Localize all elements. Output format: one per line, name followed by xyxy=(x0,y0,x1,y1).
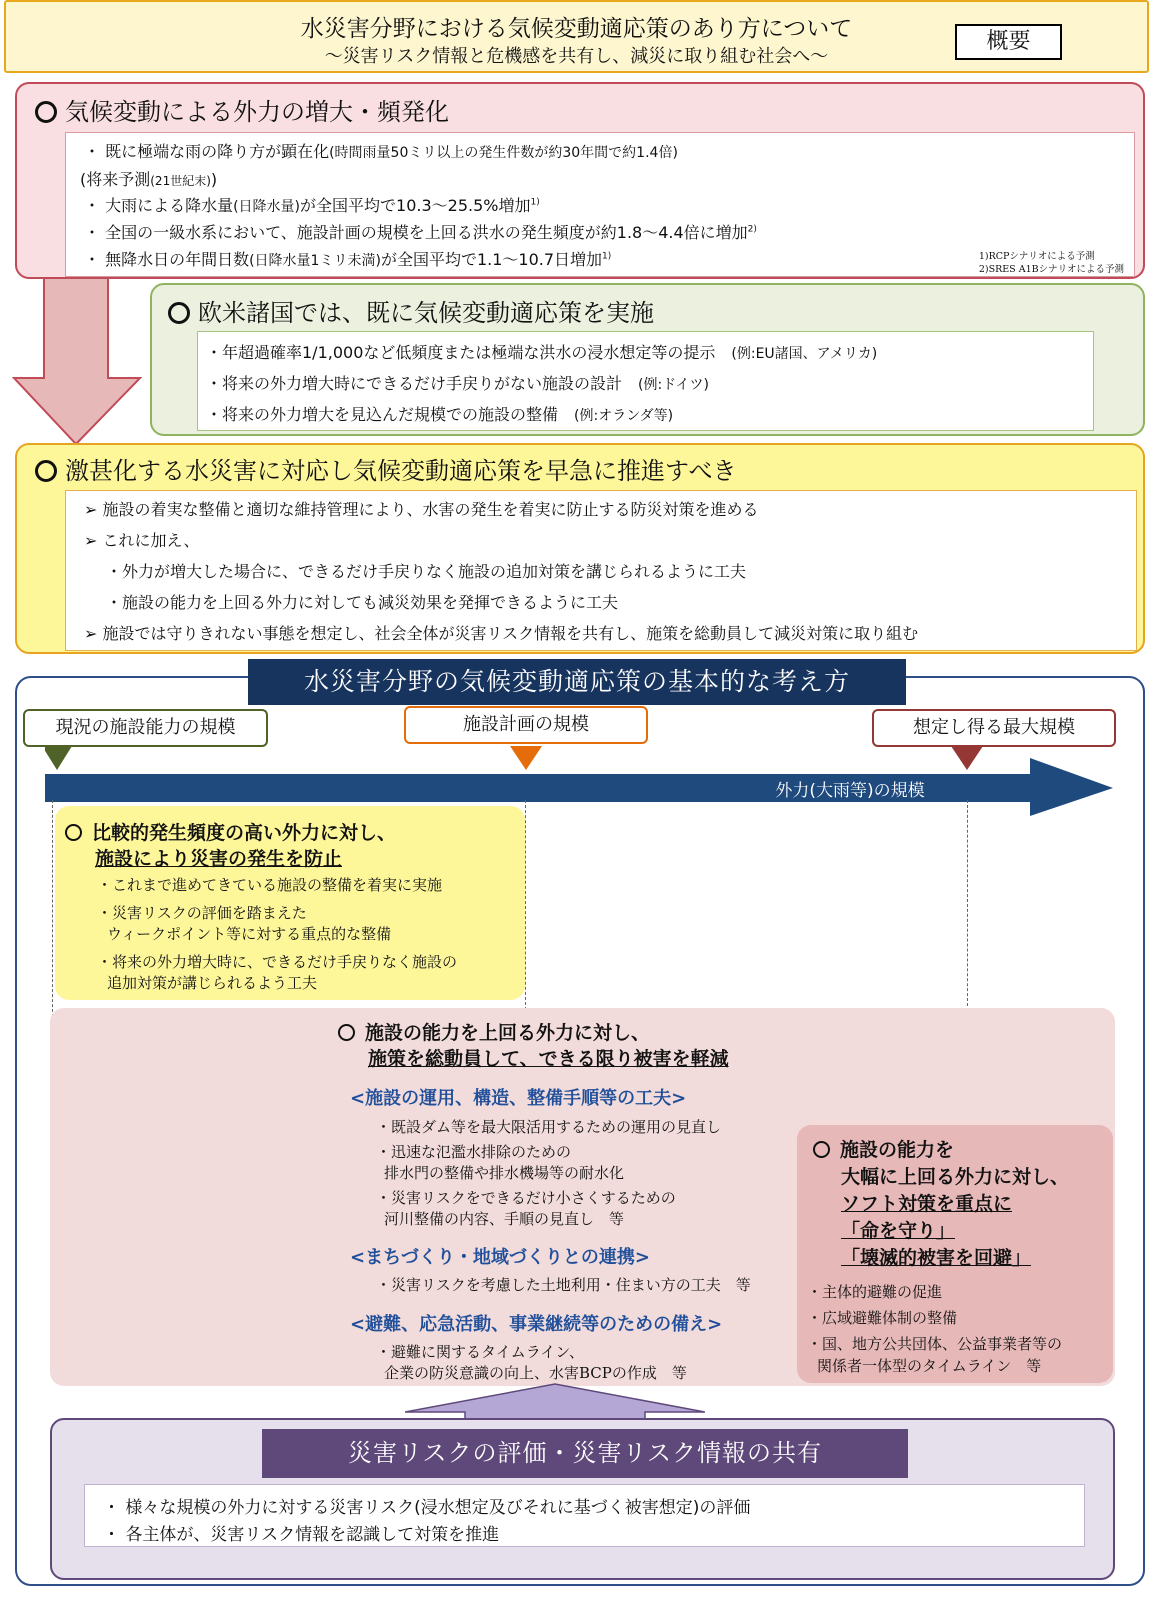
list-item: ・災害リスクの評価を踏まえた xyxy=(97,904,307,922)
list-item: ・ 各主体が、災害リスク情報を認識して対策を推進 xyxy=(103,1525,500,1545)
divider-current xyxy=(52,800,53,1022)
page-subtitle: ～災害リスク情報と危機感を共有し、減災に取り組む社会へ～ xyxy=(324,46,829,67)
divider-max xyxy=(967,800,968,1006)
text-line: (将来予測(21世紀末)) xyxy=(80,170,218,189)
list-item: 追加対策が講じられるよう工夫 xyxy=(107,974,318,992)
circle-bullet-icon xyxy=(338,1024,355,1041)
label-max-scale: 想定し得る最大規模 xyxy=(872,709,1116,747)
category-community: <まちづくり・地域づくりとの連携> xyxy=(350,1247,650,1268)
section-recommendation xyxy=(15,443,1145,654)
label-plan-scale: 施設計画の規模 xyxy=(404,706,648,744)
box-subtitle: 施策を総動員して、できる限り被害を軽減 xyxy=(368,1048,729,1070)
box-title-line: 「壊滅的被害を回避」 xyxy=(841,1247,1032,1269)
list-item: ・国、地方公共団体、公益事業者等の xyxy=(807,1335,1063,1353)
list-item: ・災害リスクをできるだけ小さくするための xyxy=(376,1189,676,1207)
marker-plan-icon xyxy=(510,746,542,770)
list-item: ・将来の外力増大時にできるだけ手戻りがない施設の設計 (例:ドイツ) xyxy=(206,374,709,393)
category-operations: <施設の運用、構造、整備手順等の工夫> xyxy=(350,1088,687,1109)
marker-current-icon xyxy=(45,746,72,770)
box-soft-measures xyxy=(797,1125,1113,1383)
list-item: ➢ 施設では守りきれない事態を想定し、社会全体が災害リスク情報を共有し、施策を総動員して減災対策に取り組む xyxy=(84,624,919,643)
list-item: 企業の防災意識の向上、水害BCPの作成 等 xyxy=(384,1364,687,1382)
box-title-line: 大幅に上回る外力に対し、 xyxy=(841,1166,1070,1188)
section-content xyxy=(65,132,1135,277)
list-item: 排水門の整備や排水機場等の耐水化 xyxy=(384,1164,625,1182)
page-title: 水災害分野における気候変動適応策のあり方について xyxy=(300,16,853,42)
section-title: 気候変動による外力の増大・頻発化 xyxy=(35,92,449,127)
circle-bullet-icon xyxy=(65,824,82,841)
section-climate-impact xyxy=(15,82,1145,279)
list-item: 河川整備の内容、手順の見直し 等 xyxy=(384,1210,625,1228)
list-item: ・将来の外力増大を見込んだ規模での施設の整備 (例:オランダ等) xyxy=(206,405,674,424)
section-content xyxy=(197,331,1094,431)
summary-badge: 概要 xyxy=(955,24,1062,60)
text-line: ・ 既に極端な雨の降り方が顕在化(時間雨量50ミリ以上の発生件数が約30年間で約1.4倍) xyxy=(84,142,678,161)
section-title: 欧米諸国では、既に気候変動適応策を実施 xyxy=(168,293,654,328)
text-line: ・ 無降水日の年間日数(日降水量1ミリ未満)が全国平均で1.1～10.7日増加$^{1)}$ xyxy=(84,250,612,269)
risk-sharing-title: 災害リスクの評価・災害リスク情報の共有 xyxy=(262,1429,908,1478)
circle-bullet-icon xyxy=(35,460,57,482)
circle-bullet-icon xyxy=(168,302,190,324)
box-prevention xyxy=(55,806,525,1000)
text-line: ・ 大雨による降水量(日降水量)が全国平均で10.3～25.5%増加$^{1)}$ xyxy=(84,196,540,215)
list-item: ・災害リスクを考慮した土地利用・住まい方の工夫 等 xyxy=(376,1276,751,1294)
section-western-countries xyxy=(150,283,1145,436)
list-item: ・ 様々な規模の外力に対する災害リスク(浸水想定及びそれに基づく被害想定)の評価 xyxy=(103,1498,751,1518)
box-title-line: ソフト対策を重点に xyxy=(841,1193,1013,1215)
box-title: 施設の能力を xyxy=(813,1135,954,1162)
marker-max-icon xyxy=(951,746,983,770)
list-item: ・広域避難体制の整備 xyxy=(807,1309,958,1327)
list-item: ・迅速な氾濫水排除のための xyxy=(376,1143,572,1161)
divider-plan xyxy=(525,800,526,1010)
list-item: ・既設ダム等を最大限活用するための運用の見直し xyxy=(376,1118,722,1136)
risk-sharing-content xyxy=(84,1484,1085,1547)
label-current-capacity: 現況の施設能力の規模 xyxy=(23,709,268,747)
list-item: 関係者一体型のタイムライン 等 xyxy=(817,1357,1042,1375)
box-title-line: 「命を守り」 xyxy=(841,1220,956,1242)
category-evacuation: <避難、応急活動、事業継続等のための備え> xyxy=(350,1314,723,1335)
section-title: 激甚化する水災害に対応し気候変動適応策を早急に推進すべき xyxy=(35,451,737,486)
box-subtitle: 施設により災害の発生を防止 xyxy=(95,848,343,870)
list-item: ・避難に関するタイムライン、 xyxy=(376,1343,585,1361)
text-line: ・ 全国の一級水系において、施設計画の規模を上回る洪水の発生頻度が約1.8～4.4倍に増加$^{2)}$ xyxy=(84,223,757,242)
list-item: ・主体的避難の促進 xyxy=(807,1283,943,1301)
list-item: ➢ これに加え、 xyxy=(84,531,200,550)
footnotes: 1)RCPシナリオによる予測 2)SRES A1Bシナリオによる予測 xyxy=(978,251,1124,275)
list-item: ・これまで進めてきている施設の整備を着実に実施 xyxy=(97,876,443,894)
circle-bullet-icon xyxy=(813,1141,830,1158)
list-item: ・年超過確率1/1,000など低頻度または極端な洪水の浸水想定等の提示 (例:EU諸国、アメリカ) xyxy=(206,343,878,362)
list-item: ・将来の外力増大時に、できるだけ手戻りなく施設の xyxy=(97,953,458,971)
circle-bullet-icon xyxy=(35,101,57,123)
box-title: 施設の能力を上回る外力に対し、 xyxy=(338,1018,650,1045)
scale-label: 外力(大雨等)の規模 xyxy=(775,781,925,801)
down-arrow-icon xyxy=(12,278,142,446)
list-item: ・施設の能力を上回る外力に対しても減災効果を発揮できるように工夫 xyxy=(106,593,619,612)
framework-title: 水災害分野の気候変動適応策の基本的な考え方 xyxy=(248,659,906,705)
list-item: ウィークポイント等に対する重点的な整備 xyxy=(107,925,392,943)
section-content xyxy=(65,490,1137,651)
list-item: ・外力が増大した場合に、できるだけ手戻りなく施設の追加対策を講じられるように工夫 xyxy=(106,562,747,581)
box-title: 比較的発生頻度の高い外力に対し、 xyxy=(65,818,396,845)
list-item: ➢ 施設の着実な整備と適切な維持管理により、水害の発生を着実に防止する防災対策を進める xyxy=(84,500,759,519)
